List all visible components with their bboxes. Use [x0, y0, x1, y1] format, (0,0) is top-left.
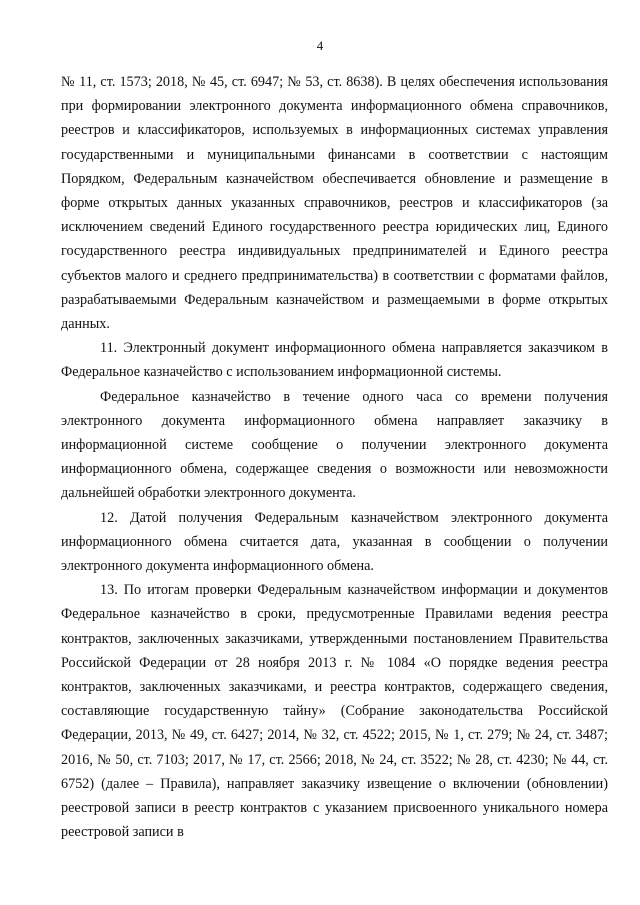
paragraph-11: 11. Электронный документ информационного обмена направляется заказчиком в Федеральное казначейство с использованием информационной системы. — [61, 340, 608, 381]
document-body — [61, 70, 608, 845]
paragraph-12: 12. Датой получения Федеральным казначейством электронного документа информационного обмена считается дата, указанная в сообщении о получении электронного документа информационного обмена. — [61, 509, 608, 575]
paragraph-13: 13. По итогам проверки Федеральным казначейством информации и документов Федеральное казначейство в сроки, предусмотренные Правилами ведения реестра контрактов, заключенных заказчиками, утвержденными постановлением Правительства Российской Федерации от 28 ноября 2013 г. № 1084 «О порядке ведения реестра контрактов, заключенных заказчиками, и реестра контрактов, содержащего сведения, составляющие государственную тайну» (Собрание законодательства Российской Федерации, 2013, № 49, ст. 6427; 2014, № 32, ст. 4522; 2015, № 1, ст. 279; № 24, ст. 3487; 2016, № 50, ст. 7103; 2017, № 17, ст. 2566; 2018, № 24, ст. 3522; № 28, ст. 4230; № 44, ст. 6752) (далее – Правила), направляет заказчику извещение о включении (обновлении) реестровой записи в реестр контрактов с указанием присвоенного уникального номера реестровой записи в — [61, 582, 608, 841]
paragraph-treasury-notice: Федеральное казначейство в течение одного часа со времени получения электронного документа информационного обмена направляет заказчику в информационной системе сообщение о получении электронного документа информационного обмена, содержащее сведения о возможности или невозможности дальнейшей обработки электронного документа. — [61, 388, 608, 502]
page-number: 4 — [316, 38, 324, 53]
paragraph-continuation: № 11, ст. 1573; 2018, № 45, ст. 6947; № 53, ст. 8638). В целях обеспечения использования при формировании электронного документа информационного обмена справочников, реестров и классификаторов, используемых в информационных системах управления государственными и муниципальными финансами в соответствии с настоящим Порядком, Федеральным казначейством обеспечивается обновление и размещение в форме открытых данных указанных справочников, реестров и классификаторов (за исключением сведений Единого государственного реестра юридических лиц, Единого государственного реестра индивидуальных предпринимателей и Единого реестра субъектов малого и среднего предпринимательства) в соответствии с форматами файлов, разрабатываемыми Федеральным казначейством и размещаемыми в форме открытых данных. — [61, 74, 608, 333]
